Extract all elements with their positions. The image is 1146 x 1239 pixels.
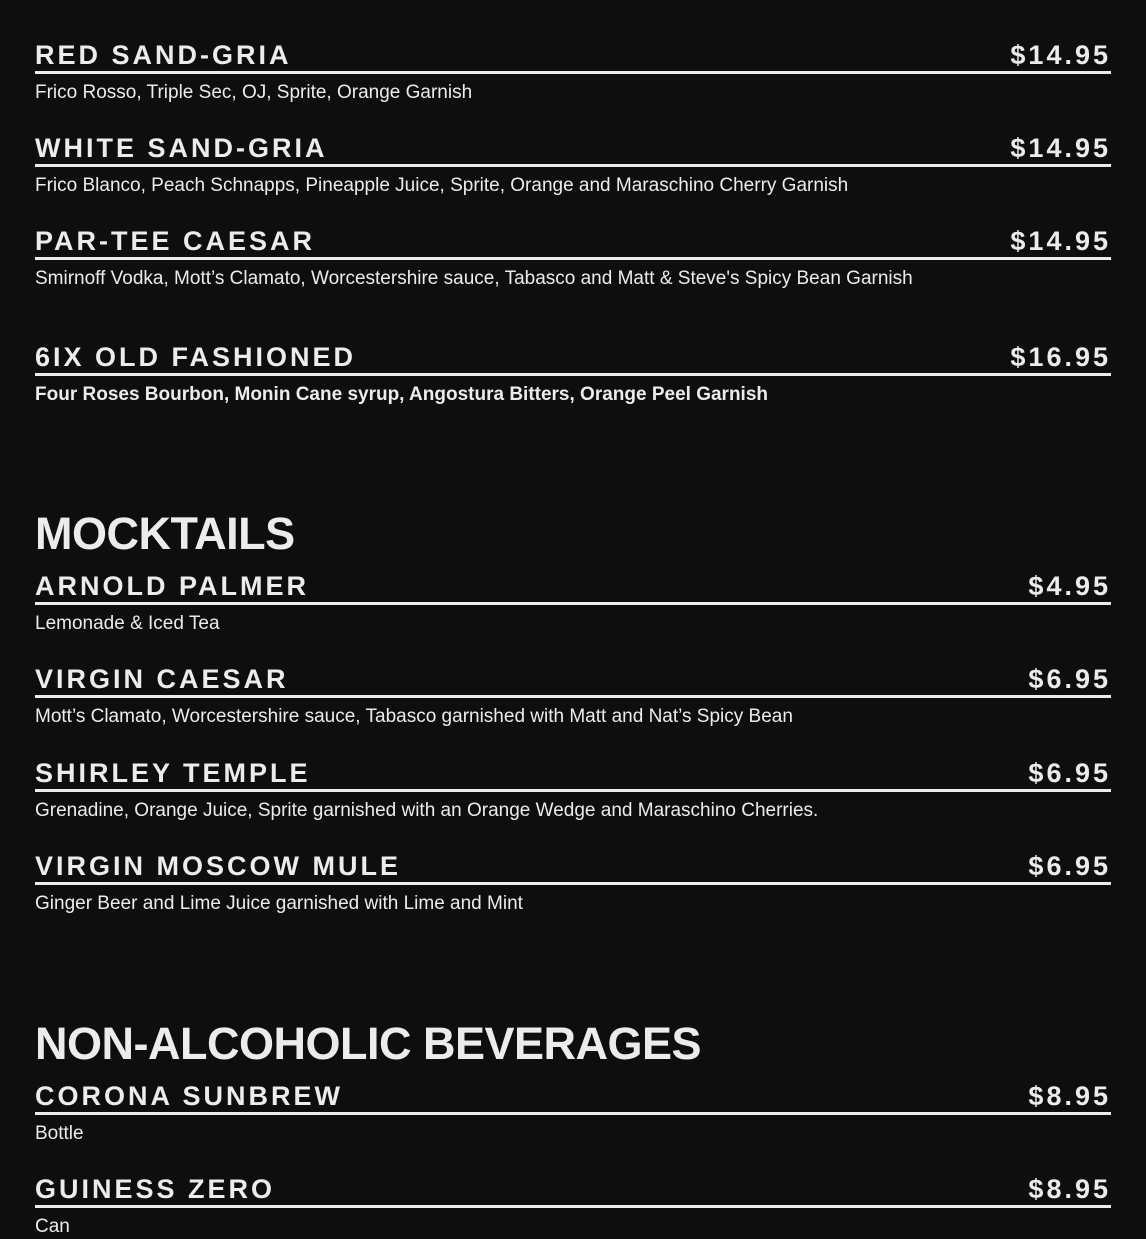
- menu-item-shirley-temple: [35, 758, 1111, 823]
- mocktails-section: [35, 508, 1111, 914]
- item-description: Smirnoff Vodka, Mott’s Clamato, Worcestershire sauce, Tabasco and Matt & Steve's Spicy Bean Garnish: [35, 268, 913, 289]
- item-description: Bottle: [35, 1123, 84, 1144]
- item-name: VIRGIN MOSCOW MULE: [35, 851, 401, 881]
- menu-item-6ix-old-fashioned: [35, 342, 1111, 407]
- item-price: $14.95: [1010, 133, 1111, 163]
- menu-item-guiness-zero: [35, 1174, 1111, 1239]
- item-description: Lemonade & Iced Tea: [35, 613, 220, 634]
- item-price: $14.95: [1010, 40, 1111, 70]
- menu-item-par-tee-caesar: [35, 226, 1111, 291]
- item-header: [35, 571, 1111, 605]
- item-price: $6.95: [1028, 851, 1111, 881]
- item-price: $16.95: [1010, 342, 1111, 372]
- item-header: [35, 664, 1111, 698]
- item-name: CORONA SUNBREW: [35, 1081, 343, 1111]
- item-description: Frico Rosso, Triple Sec, OJ, Sprite, Orange Garnish: [35, 82, 473, 103]
- item-name: VIRGIN CAESAR: [35, 664, 289, 694]
- non-alcoholic-section: [35, 1018, 1111, 1237]
- item-header: [35, 1081, 1111, 1115]
- item-name: WHITE SAND-GRIA: [35, 133, 328, 163]
- section-title: NON-ALCOHOLIC BEVERAGES: [35, 1018, 702, 1069]
- item-description: Four Roses Bourbon, Monin Cane syrup, Angostura Bitters, Orange Peel Garnish: [35, 384, 769, 405]
- item-header: [35, 851, 1111, 885]
- item-price: $14.95: [1010, 226, 1111, 256]
- menu-item-white-sandgria: [35, 133, 1111, 198]
- item-description: Frico Blanco, Peach Schnapps, Pineapple Juice, Sprite, Orange and Maraschino Cherry Garnish: [35, 175, 849, 196]
- item-price: $8.95: [1028, 1081, 1111, 1111]
- item-header: [35, 342, 1111, 376]
- item-name: PAR-TEE CAESAR: [35, 226, 316, 256]
- item-price: $8.95: [1028, 1174, 1111, 1204]
- item-price: $6.95: [1028, 758, 1111, 788]
- menu-item-arnold-palmer: [35, 571, 1111, 636]
- section-title: MOCKTAILS: [35, 508, 295, 559]
- item-name: GUINESS ZERO: [35, 1174, 276, 1204]
- menu-item-virgin-caesar: [35, 664, 1111, 729]
- item-description: Can: [35, 1216, 70, 1237]
- item-name: 6IX OLD FASHIONED: [35, 342, 357, 372]
- item-description: Ginger Beer and Lime Juice garnished with Lime and Mint: [35, 893, 523, 914]
- menu-item-red-sandgria: [35, 40, 1111, 105]
- item-header: [35, 133, 1111, 167]
- item-name: SHIRLEY TEMPLE: [35, 758, 311, 788]
- item-header: [35, 40, 1111, 74]
- item-header: [35, 1174, 1111, 1208]
- item-price: $4.95: [1028, 571, 1111, 601]
- item-name: RED SAND-GRIA: [35, 40, 292, 70]
- menu-item-virgin-moscow-mule: [35, 851, 1111, 916]
- item-description: Grenadine, Orange Juice, Sprite garnished with an Orange Wedge and Maraschino Cherries.: [35, 800, 819, 821]
- item-price: $6.95: [1028, 664, 1111, 694]
- menu-item-corona-sunbrew: [35, 1081, 1111, 1146]
- item-description: Mott’s Clamato, Worcestershire sauce, Tabasco garnished with Matt and Nat’s Spicy Bean: [35, 706, 793, 727]
- item-header: [35, 758, 1111, 792]
- item-name: ARNOLD PALMER: [35, 571, 309, 601]
- item-header: [35, 226, 1111, 260]
